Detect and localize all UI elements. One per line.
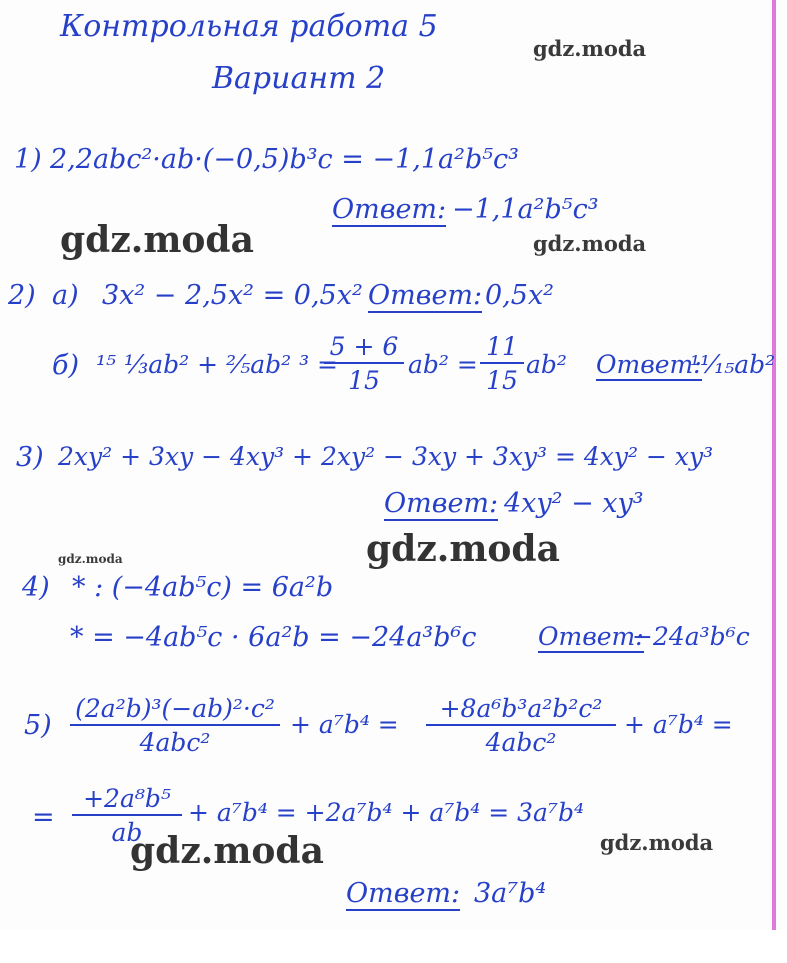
task-5-plus-1: + a⁷b⁴ =: [290, 710, 399, 739]
task-2b-middle: ab² =: [408, 350, 478, 379]
task-1-expression: 2,2abc²·ab·(−0,5)b³c = −1,1a²b⁵c³: [50, 144, 519, 175]
task-4-answer-label: Ответ:: [538, 622, 644, 651]
task-3-answer: 4xy² − xy³: [504, 488, 644, 519]
fraction-numerator: +8a⁶b³a²b²c²: [426, 696, 616, 726]
task-3-answer-label: Ответ:: [384, 488, 499, 519]
task-5-fraction-2: [426, 696, 616, 755]
watermark: gdz.moda: [600, 830, 714, 855]
task-2a-expression: 3x² − 2,5x² = 0,5x²: [102, 280, 363, 311]
watermark: gdz.moda: [366, 528, 560, 570]
task-2a-answer: 0,5x²: [485, 280, 554, 311]
task-1-number: 1): [14, 144, 42, 175]
task-2b-lhs: ¹⁵ ⅓ab² + ²⁄₅ab² ³ =: [96, 350, 339, 379]
task-1-answer: −1,1a²b⁵c³: [452, 194, 599, 225]
task-5-fraction-3: [72, 786, 182, 845]
task-2b-fraction-1: [324, 334, 404, 393]
page-bottom-edge: [0, 930, 787, 963]
fraction-denominator: ab: [111, 818, 143, 847]
task-2b-fraction-2: [480, 334, 524, 393]
task-2-number: 2): [8, 280, 36, 311]
task-3-expression: 2xy² + 3xy − 4xy³ + 2xy² − 3xy + 3xy³ = 4xy² − xy³: [58, 442, 714, 471]
task-5-tail: + a⁷b⁴ = +2a⁷b⁴ + a⁷b⁴ = 3a⁷b⁴: [188, 798, 584, 827]
variant-label: Вариант 2: [212, 61, 386, 96]
watermark: gdz.moda: [533, 36, 647, 61]
task-2b-tail: ab²: [526, 350, 567, 379]
task-2b-answer: ¹¹⁄₁₅ab²: [690, 350, 776, 379]
task-4-answer: −24a³b⁶c: [632, 622, 750, 651]
watermark: gdz.moda: [60, 219, 254, 261]
task-5-answer-label: Ответ:: [346, 878, 461, 909]
task-5-fraction-1: [70, 696, 280, 755]
margin-line: [772, 0, 776, 930]
fraction-numerator: 11: [480, 334, 524, 364]
task-5-equals: =: [32, 802, 55, 833]
watermark: gdz.moda: [58, 552, 123, 566]
page-title: Контрольная работа 5: [60, 9, 438, 44]
fraction-denominator: 4abc²: [139, 728, 211, 757]
task-2a-answer-label: Ответ:: [368, 280, 483, 311]
task-1-answer-label: Ответ:: [332, 194, 447, 225]
fraction-denominator: 15: [486, 366, 518, 395]
watermark: gdz.moda: [130, 830, 324, 872]
fraction-denominator: 15: [348, 366, 380, 395]
fraction-numerator: 5 + 6: [324, 334, 404, 364]
task-2a-label: а): [52, 280, 79, 311]
task-2b-label: б): [52, 350, 80, 381]
fraction-denominator: 4abc²: [485, 728, 557, 757]
task-5-plus-2: + a⁷b⁴ =: [624, 710, 733, 739]
task-4-number: 4): [22, 572, 50, 603]
task-3-number: 3): [16, 442, 44, 473]
task-2b-answer-label: Ответ:: [596, 350, 702, 379]
task-4-line-2: * = −4ab⁵c · 6a²b = −24a³b⁶c: [70, 622, 477, 653]
task-4-line-1: * : (−4ab⁵c) = 6a²b: [72, 572, 334, 603]
task-5-number: 5): [24, 710, 52, 741]
watermark: gdz.moda: [533, 231, 647, 256]
fraction-numerator: +2a⁸b⁵: [72, 786, 182, 816]
task-5-answer: 3a⁷b⁴: [474, 878, 547, 909]
fraction-numerator: (2a²b)³(−ab)²·c²: [70, 696, 280, 726]
